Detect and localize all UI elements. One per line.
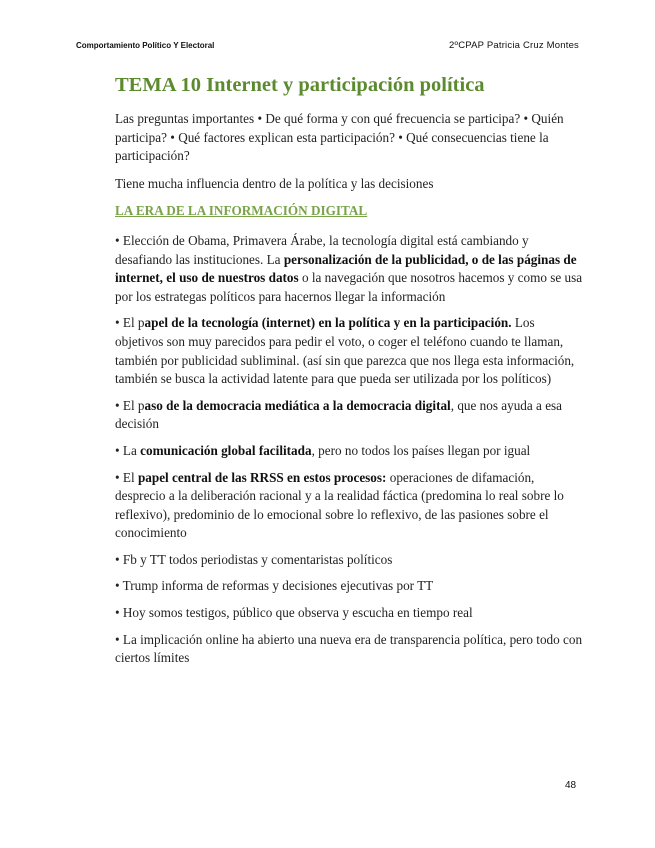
intro-influence: Tiene mucha influencia dentro de la política y las decisiones xyxy=(115,175,434,191)
bullet-bold-text: papel central de las RRSS en estos procesos: xyxy=(137,469,387,485)
bullet-item xyxy=(115,397,585,434)
bullet-text: o la navegación que nosotros hacemos y como se usa por los estrategas políticos para hacernos llegar la información xyxy=(115,270,583,304)
bullet-item xyxy=(115,577,585,596)
intro-questions: Las preguntas importantes • De qué forma y con qué frecuencia se participa? • Quién participa? • Qué factores explican esta participación? • Qué consecuencias tiene la participación? xyxy=(115,111,564,164)
bullet-text: • Fb y TT todos periodistas y comentaristas políticos xyxy=(115,551,393,567)
page-content xyxy=(115,72,585,676)
bullet-bold-text: personalización de la publicidad, o de las páginas de internet, el uso de nuestros datos xyxy=(115,251,577,286)
bullet-item xyxy=(115,631,585,668)
bullet-item xyxy=(115,314,585,388)
bullet-item xyxy=(115,232,585,306)
bullet-item xyxy=(115,604,585,623)
section-heading: LA ERA DE LA INFORMACIÓN DIGITAL xyxy=(115,203,368,219)
page-number: 48 xyxy=(565,780,577,791)
page-title: TEMA 10 Internet y participación política xyxy=(115,74,485,96)
bullet-text: • El p xyxy=(115,397,145,413)
bullet-text: operaciones de difamación, desprecio a la deliberación racional y a la realidad fáctica (predomina lo real sobre lo reflexivo), predominio de lo emocional sobre lo reflexivo, de las pasiones sobre el conocimiento xyxy=(115,469,564,541)
bullet-text: • Trump informa de reformas y decisiones ejecutivas por TT xyxy=(115,578,434,594)
bullet-text: • El xyxy=(115,469,138,485)
bullet-bold-text: comunicación global facilitada xyxy=(140,442,312,458)
bullet-text: , que nos ayuda a esa decisión xyxy=(115,397,563,432)
bullet-text: • La implicación online ha abierto una nueva era de transparencia política, pero todo con ciertos límites xyxy=(115,631,583,666)
bullet-text: , pero no todos los países llegan por igual xyxy=(311,442,531,458)
bullet-text: • Hoy somos testigos, público que observa y escucha en tiempo real xyxy=(115,605,473,621)
bullet-text: • La xyxy=(115,442,141,458)
bullet-text: • Elección de Obama, Primavera Árabe, la tecnología digital está cambiando y desafiando las instituciones. La xyxy=(115,232,529,267)
bullet-bold-text: aso de la democracia mediática a la democracia digital xyxy=(144,397,451,413)
bullet-item xyxy=(115,442,585,461)
bullet-text: • El p xyxy=(115,315,145,331)
bullet-text: Los objetivos son muy parecidos para pedir el voto, o coger el teléfono cuando te llaman, también por publicidad subliminal. (así sin que parezca que nos llega esta información, también se busca la actividad latente para que pueda ser utilizada por los políticos) xyxy=(115,315,575,387)
bullet-item xyxy=(115,551,585,570)
header-author: 2ºCPAP Patricia Cruz Montes xyxy=(449,40,579,51)
header-course: Comportamiento Político Y Electoral xyxy=(76,41,215,50)
bullet-item xyxy=(115,469,585,543)
bullet-bold-text: apel de la tecnología (internet) en la política y en la participación. xyxy=(144,315,512,331)
